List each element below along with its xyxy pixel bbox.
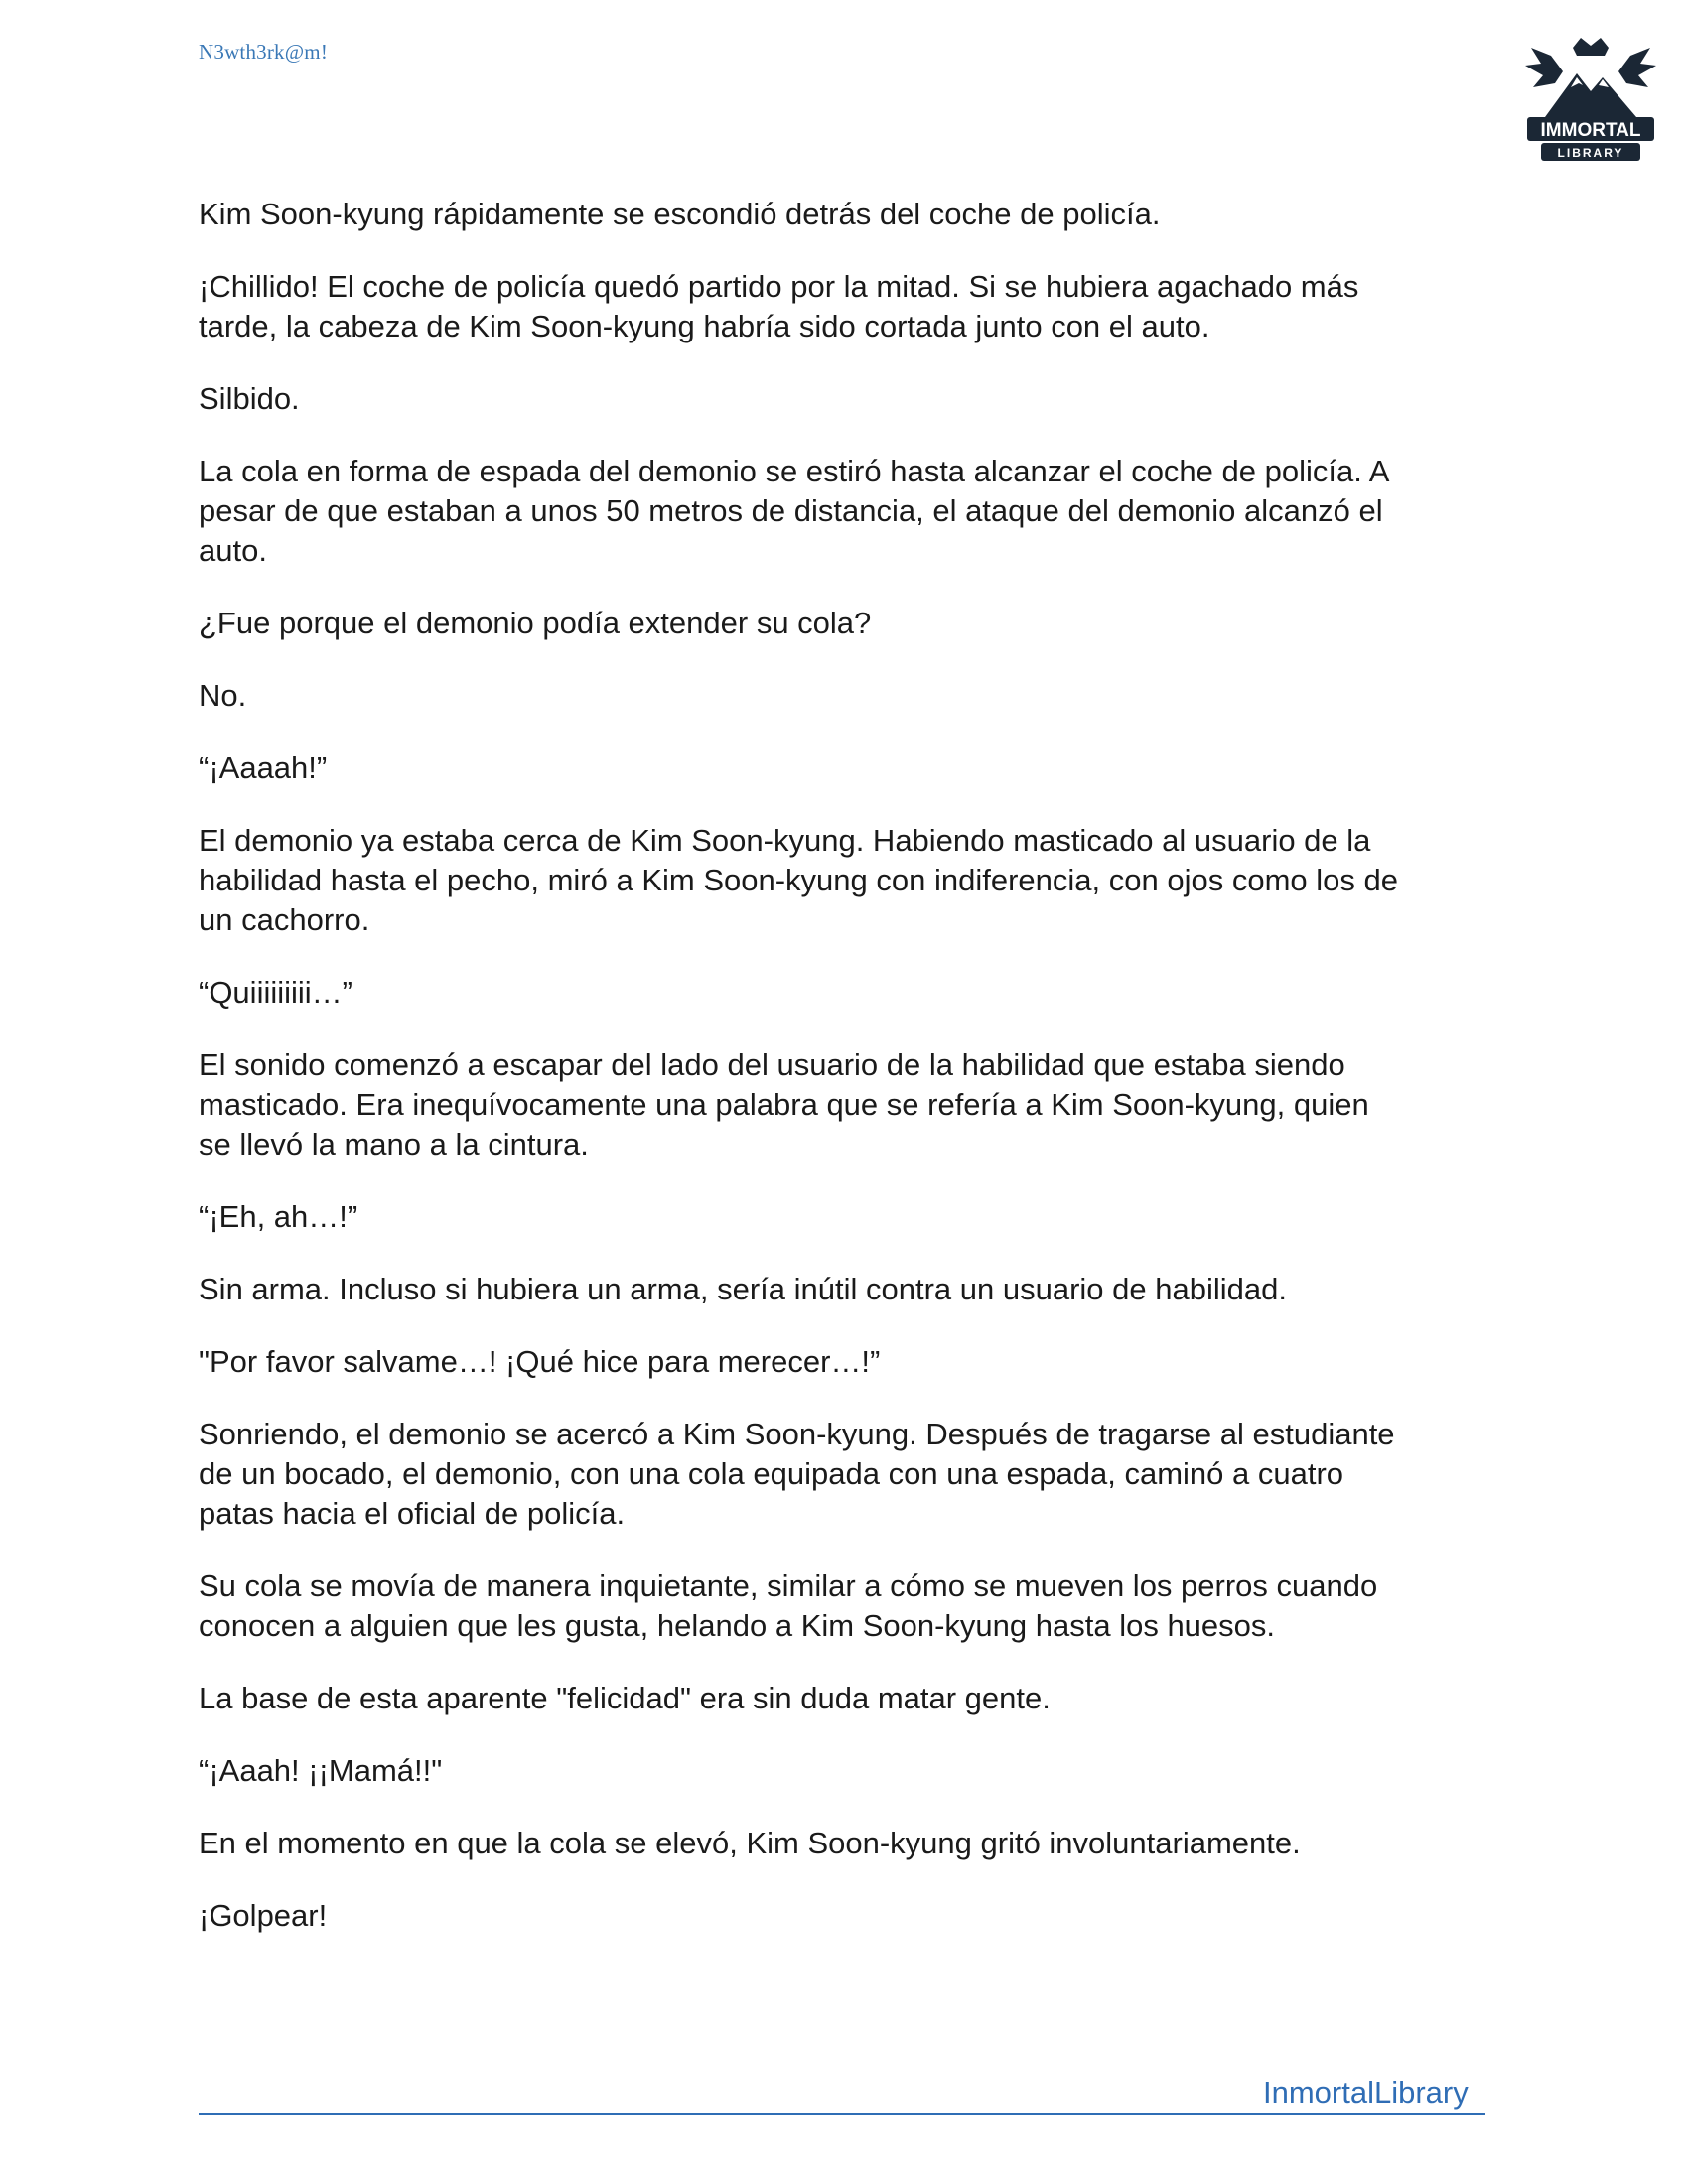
paragraph: El demonio ya estaba cerca de Kim Soon-kyung. Habiendo masticado al usuario de la habilidad hasta el pecho, miró a Kim Soon-kyung con indiferencia, con ojos como los de un cachorro. (199, 823, 1398, 937)
document-body (199, 195, 1509, 1969)
paragraph: ¿Fue porque el demonio podía extender su cola? (199, 606, 872, 640)
paragraph: Sonriendo, el demonio se acercó a Kim Soon-kyung. Después de tragarse al estudiante de un bocado, el demonio, con una cola equipada con una espada, caminó a cuatro patas hacia el oficial de policía. (199, 1417, 1395, 1531)
paragraph: En el momento en que la cola se elevó, Kim Soon-kyung gritó involuntariamente. (199, 1826, 1301, 1860)
paragraph: Su cola se movía de manera inquietante, similar a cómo se mueven los perros cuando conocen a alguien que les gusta, helando a Kim Soon-kyung hasta los huesos. (199, 1569, 1378, 1643)
logo-line2: LIBRARY (1557, 146, 1624, 160)
paragraph: La base de esta aparente "felicidad" era sin duda matar gente. (199, 1681, 1051, 1715)
logo-line1: IMMORTAL (1540, 120, 1641, 141)
paragraph: Silbido. (199, 381, 300, 416)
immortal-library-logo (1511, 26, 1670, 185)
paragraph: El sonido comenzó a escapar del lado del usuario de la habilidad que estaba siendo masticado. Era inequívocamente una palabra que se refería a Kim Soon-kyung, quien se llevó la mano a la cintura. (199, 1047, 1369, 1161)
paragraph: "Por favor salvame…! ¡Qué hice para merecer…!” (199, 1344, 881, 1379)
paragraph: No. (199, 678, 247, 713)
footer-rule (199, 2113, 1485, 2115)
paragraph: Sin arma. Incluso si hubiera un arma, sería inútil contra un usuario de habilidad. (199, 1272, 1287, 1306)
paragraph: Kim Soon-kyung rápidamente se escondió detrás del coche de policía. (199, 197, 1161, 231)
paragraph: ¡Golpear! (199, 1898, 328, 1933)
paragraph: “Quiiiiiiiii…” (199, 975, 352, 1010)
paragraph: La cola en forma de espada del demonio se estiró hasta alcanzar el coche de policía. A pesar de que estaban a unos 50 metros de distancia, el ataque del demonio alcanzó el auto. (199, 454, 1390, 568)
paragraph: “¡Eh, ah…!” (199, 1199, 358, 1234)
header-watermark: N3wth3rk@m! (199, 40, 329, 64)
footer-library-link[interactable]: InmortalLibrary (1263, 2075, 1469, 2110)
paragraph: ¡Chillido! El coche de policía quedó partido por la mitad. Si se hubiera agachado más tarde, la cabeza de Kim Soon-kyung habría sido cortada junto con el auto. (199, 269, 1359, 343)
paragraph: “¡Aaaah!” (199, 751, 328, 785)
paragraph: “¡Aaah! ¡¡Mamá!!" (199, 1753, 443, 1788)
